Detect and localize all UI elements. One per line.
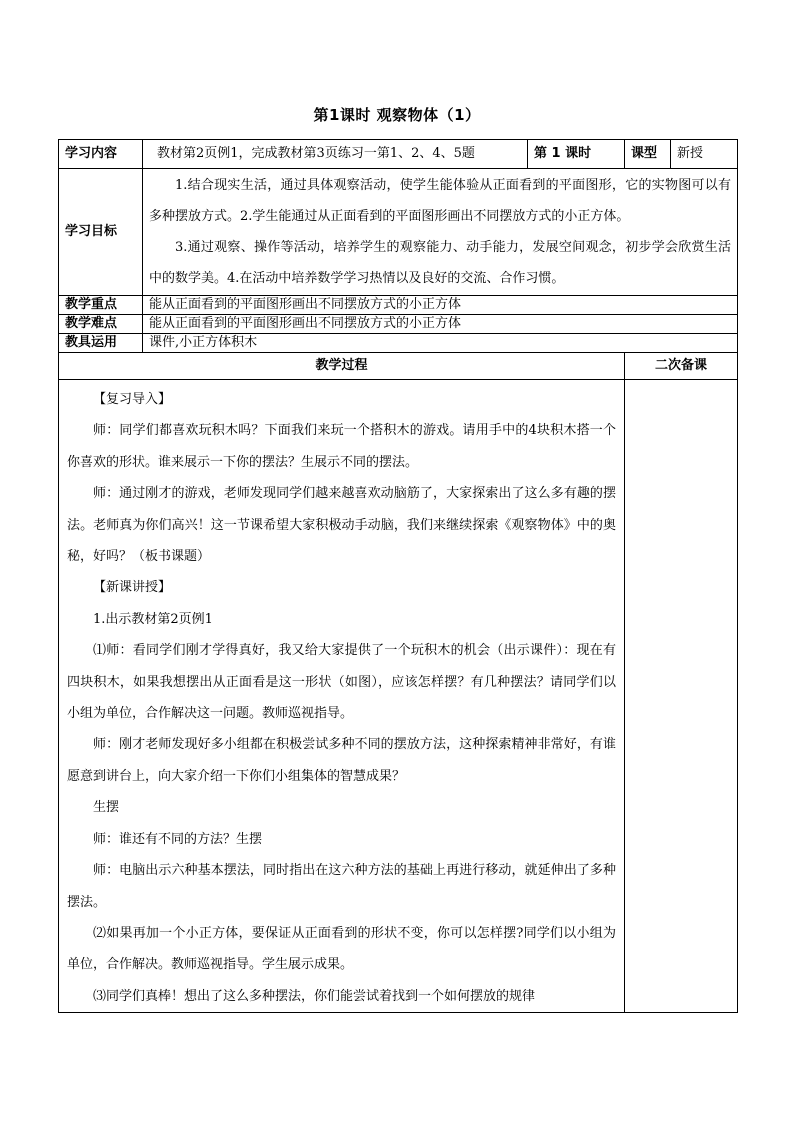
process-paragraph: ⑵如果再加一个小正方体，要保证从正面看到的形状不变，你可以怎样摆?同学们以小组为单位，合作解决。教师巡视指导。学生展示成果。 [67,925,616,973]
process-paragraph: 生摆 [93,800,120,816]
backup-header: 二次备课 [625,353,738,380]
goals-content [143,169,738,296]
process-paragraph: 师：同学们都喜欢玩积木吗？下面我们来玩一个搭积木的游戏。请用手中的4块积木搭一个你喜欢的形状。谁来展示一下你的摆法？生展示不同的摆法。 [67,423,616,470]
process-paragraph: 师：电脑出示六种基本摆法，同时指出在这六种方法的基础上再进行移动，就延伸出了多种摆法。 [67,863,616,910]
goals-paragraph: 3.通过观察、操作等活动，培养学生的观察能力、动手能力，发展空间观念，初步学会欣赏生活中的数学美。4.在活动中培养数学学习热情以及良好的交流、合作习惯。 [149,240,731,286]
goals-row [59,169,738,296]
tools-row [59,334,738,353]
goals-paragraph: 1.结合现实生活，通过具体观察活动，使学生能体验从正面看到的平面图形，它的实物图可以有多种摆放方式。2.学生能通过从正面看到的平面图形画出不同摆放方式的小正方体。 [149,178,731,224]
type-label: 课型 [625,140,671,169]
difficulty-label: 教学难点 [59,315,143,334]
section-heading: 【复习导入】 [93,392,172,407]
content-label: 学习内容 [59,140,143,169]
process-row [59,380,738,1013]
lesson-plan-table [58,139,738,1013]
key-point-row [59,296,738,315]
content-row [59,140,738,169]
process-header: 教学过程 [59,353,625,380]
backup-content [625,380,738,1013]
key-point-value: 能从正面看到的平面图形画出不同摆放方式的小正方体 [143,296,738,315]
difficulty-value: 能从正面看到的平面图形画出不同摆放方式的小正方体 [143,315,738,334]
key-point-label: 教学重点 [59,296,143,315]
content-value: 教材第2页例1，完成教材第3页练习一第1、2、4、5题 [143,140,528,169]
period-label: 第 1 课时 [528,140,625,169]
type-value: 新授 [671,140,738,169]
tools-value: 课件,小正方体积木 [143,334,738,353]
process-paragraph: ⑴师：看同学们刚才学得真好，我又给大家提供了一个玩积木的机会（出示课件）：现在有四块积木，如果我想摆出从正面看是这一形状（如图），应该怎样摆？有几种摆法？请同学们以小组为单位，合作解决这一问题。教师巡视指导。 [67,643,616,722]
goals-label: 学习目标 [59,169,143,296]
process-paragraph: 师：通过刚才的游戏，老师发现同学们越来越喜欢动脑筋了，大家探索出了这么多有趣的摆法。老师真为你们高兴！这一节课希望大家积极动手动脑，我们来继续探索《观察物体》中的奥秘，好吗？（板书课题） [67,486,616,565]
tools-label: 教具运用 [59,334,143,353]
process-content [59,380,625,1013]
difficulty-row [59,315,738,334]
section-heading: 【新课讲授】 [93,580,172,596]
process-paragraph: ⑶同学们真棒！想出了这么多种摆法，你们能尝试着找到一个如何摆放的规律 [93,988,536,1004]
process-paragraph: 师：谁还有不同的方法？生摆 [93,831,263,847]
process-paragraph: 1.出示教材第2页例1 [93,611,213,627]
process-paragraph: 师：刚才老师发现好多小组都在积极尝试多种不同的摆放方法，这种探索精神非常好，有谁愿意到讲台上，向大家介绍一下你们小组集体的智慧成果？ [67,737,616,784]
process-header-row [59,353,738,380]
page-title: 第1课时 观察物体（1） [313,106,481,124]
